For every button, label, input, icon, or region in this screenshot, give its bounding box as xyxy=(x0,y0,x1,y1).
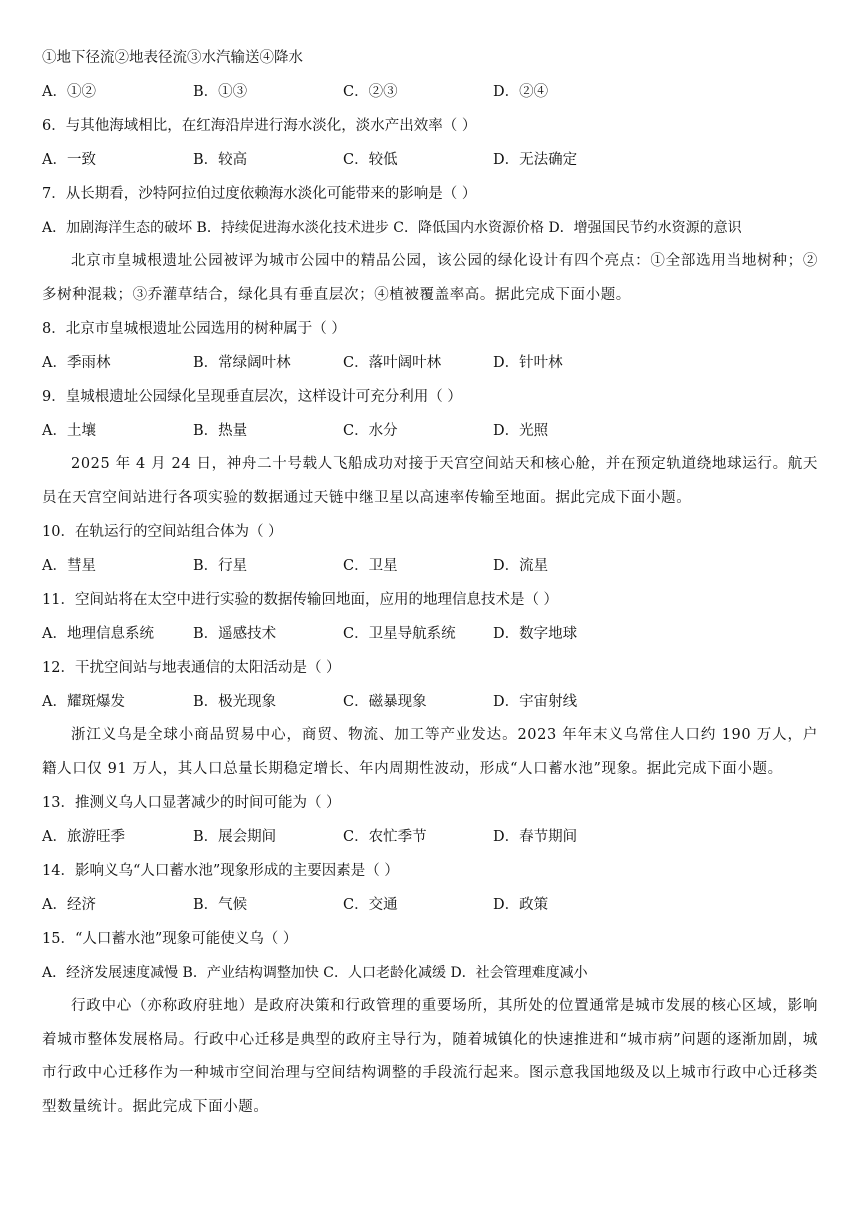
question-12: 12．干扰空间站与地表通信的太阳活动是（ ） xyxy=(42,660,341,676)
option-a: A．经济 xyxy=(42,897,96,913)
question-8: 8．北京市皇城根遗址公园选用的树种属于（ ） xyxy=(42,321,346,337)
option-b: B．热量 xyxy=(193,423,248,439)
passage-admin-center: 行政中心（亦称政府驻地）是政府决策和行政管理的重要场所，其所处的位置通常是城市发展的核心区域，影响着城市整体发展格局。行政中心迁移是典型的政府主导行为，随着城镇化的快速推进和“城市病”问题的逐渐加剧，城市行政中心迁移作为一种城市空间治理与空间结构调整的手段流行起来。图示意我国地级及以上城市行政中心迁移类型数量统计。据此完成下面小题。 xyxy=(42,998,818,1115)
option-c: C．磁暴现象 xyxy=(343,694,427,710)
option-c: C．卫星 xyxy=(343,558,398,574)
question-7: 7．从长期看，沙特阿拉伯过度依赖海水淡化可能带来的影响是（ ） xyxy=(42,186,477,202)
option-a: A．地理信息系统 xyxy=(42,626,154,642)
option-b: B．展会期间 xyxy=(193,829,277,845)
option-d: D．流星 xyxy=(493,558,549,574)
option-c: C．水分 xyxy=(343,423,398,439)
option-a: A．①② xyxy=(42,84,96,100)
options-row-15: A．经济发展速度减慢 B．产业结构调整加快 C．人口老龄化减缓 D．社会管理难度减小 xyxy=(42,965,588,981)
option-d: D．针叶林 xyxy=(493,355,563,371)
question-11: 11．空间站将在太空中进行实验的数据传输回地面，应用的地理信息技术是（ ） xyxy=(42,592,559,608)
option-b: B．常绿阔叶林 xyxy=(193,355,291,371)
option-c: C．落叶阔叶林 xyxy=(343,355,442,371)
option-a: A．彗星 xyxy=(42,558,96,574)
options-row-7: A．加剧海洋生态的破坏 B．持续促进海水淡化技术进步 C．降低国内水资源价格 D．增强国民节约水资源的意识 xyxy=(42,220,742,236)
question-15: 15．“人口蓄水池”现象可能使义乌（ ） xyxy=(42,931,298,947)
passage-yiwu: 浙江义乌是全球小商品贸易中心，商贸、物流、加工等产业发达。2023 年年末义乌常住人口约 190 万人，户籍人口仅 91 万人，其人口总量长期稳定增长、年内周期性波动，形成“人口蓄水池”现象。据此完成下面小题。 xyxy=(42,727,818,777)
option-a: A．土壤 xyxy=(42,423,96,439)
option-b: B．①③ xyxy=(193,84,248,100)
option-d: D．政策 xyxy=(493,897,549,913)
option-a: A．旅游旺季 xyxy=(42,829,125,845)
option-d: D．无法确定 xyxy=(493,152,578,168)
option-d: D．数字地球 xyxy=(493,626,578,642)
option-b: B．行星 xyxy=(193,558,248,574)
option-d: D．春节期间 xyxy=(493,829,578,845)
option-c: C．交通 xyxy=(343,897,398,913)
option-b: B．较高 xyxy=(193,152,248,168)
option-c: C．农忙季节 xyxy=(343,829,427,845)
option-b: B．极光现象 xyxy=(193,694,277,710)
option-d: D．宇宙射线 xyxy=(493,694,578,710)
question-13: 13．推测义乌人口显著减少的时间可能为（ ） xyxy=(42,795,341,811)
option-c: C．②③ xyxy=(343,84,398,100)
option-a: A．耀斑爆发 xyxy=(42,694,125,710)
option-b: B．遥感技术 xyxy=(193,626,277,642)
option-c: C．较低 xyxy=(343,152,398,168)
option-d: D．②④ xyxy=(493,84,549,100)
option-c: C．卫星导航系统 xyxy=(343,626,456,642)
option-a: A．一致 xyxy=(42,152,96,168)
question-10: 10．在轨运行的空间站组合体为（ ） xyxy=(42,524,283,540)
question-6: 6．与其他海域相比，在红海沿岸进行海水淡化，淡水产出效率（ ） xyxy=(42,118,477,134)
passage-space-station: 2025 年 4 月 24 日，神舟二十号载人飞船成功对接于天宫空间站天和核心舱，并在预定轨道绕地球运行。航天员在天宫空间站进行各项实验的数据通过天链中继卫星以高速率传输至地面。据此完成下面小题。 xyxy=(42,456,818,506)
option-a: A．季雨林 xyxy=(42,355,111,371)
passage-park: 北京市皇城根遗址公园被评为城市公园中的精品公园，该公园的绿化设计有四个亮点：①全部选用当地树种；②多树种混栽；③乔灌草结合，绿化具有垂直层次；④植被覆盖率高。据此完成下面小题。 xyxy=(42,253,818,303)
question-9: 9．皇城根遗址公园绿化呈现垂直层次，这样设计可充分利用（ ） xyxy=(42,389,462,405)
question-14: 14．影响义乌“人口蓄水池”现象形成的主要因素是（ ） xyxy=(42,863,399,879)
option-b: B．气候 xyxy=(193,897,248,913)
option-d: D．光照 xyxy=(493,423,549,439)
option-list-item-1-4: ①地下径流②地表径流③水汽输送④降水 xyxy=(42,50,303,66)
